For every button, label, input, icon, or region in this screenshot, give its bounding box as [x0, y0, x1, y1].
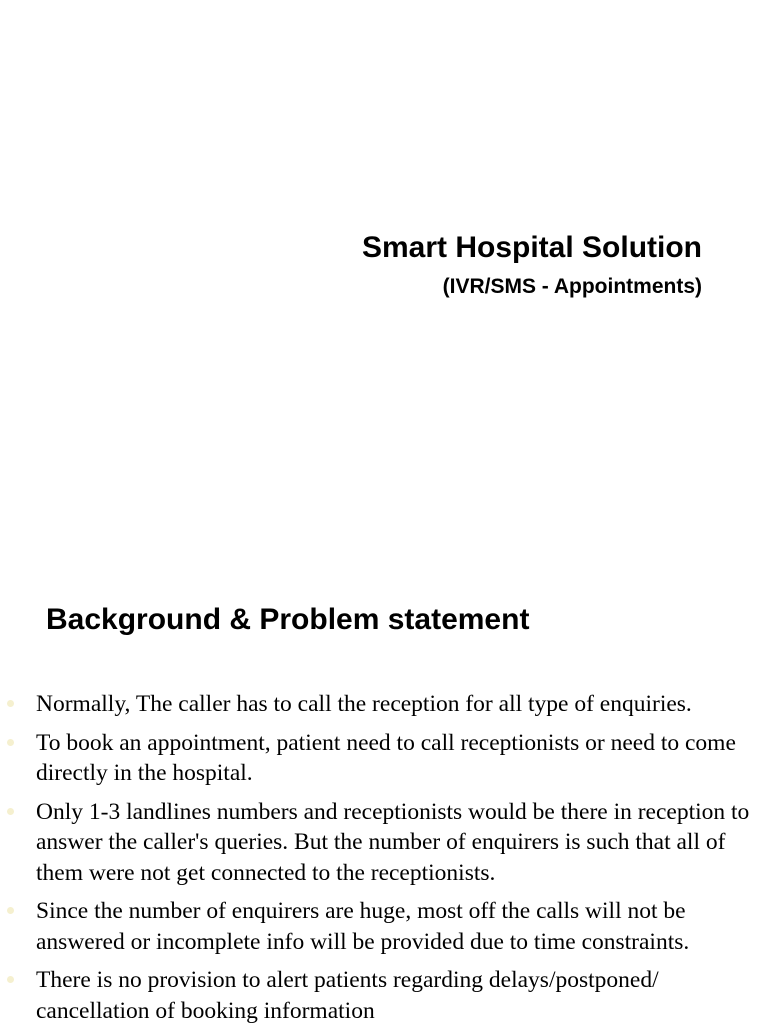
bullet-text: Only 1-3 landlines numbers and receptionists would be there in reception to answer the caller's queries. But the number of enquirers is such that all of them were not get connected to the receptionists.	[36, 798, 750, 886]
bullet-text: Since the number of enquirers are huge, most off the calls will not be answered or incomplete info will be provided due to time constraints.	[36, 898, 690, 955]
bullet-marker-icon	[7, 808, 14, 815]
slide-title: Smart Hospital Solution	[361, 231, 702, 264]
bullet-text: There is no provision to alert patients regarding delays/postponed/ cancellation of booking information	[36, 967, 659, 1024]
bullet-item	[0, 896, 768, 957]
bullet-text: To book an appointment, patient need to call receptionists or need to come directly in the hospital.	[36, 729, 736, 786]
section-heading: Background & Problem statement	[46, 603, 530, 636]
bullet-list	[0, 689, 768, 1034]
bullet-item	[0, 797, 768, 889]
bullet-marker-icon	[7, 700, 14, 707]
slide-subtitle: (IVR/SMS - Appointments)	[442, 275, 702, 298]
bullet-item	[0, 728, 768, 789]
bullet-marker-icon	[7, 739, 14, 746]
bullet-text: Normally, The caller has to call the reception for all type of enquiries.	[36, 691, 692, 717]
bullet-item	[0, 689, 768, 720]
bullet-marker-icon	[7, 907, 14, 914]
bullet-marker-icon	[7, 976, 14, 983]
bullet-item	[0, 965, 768, 1026]
